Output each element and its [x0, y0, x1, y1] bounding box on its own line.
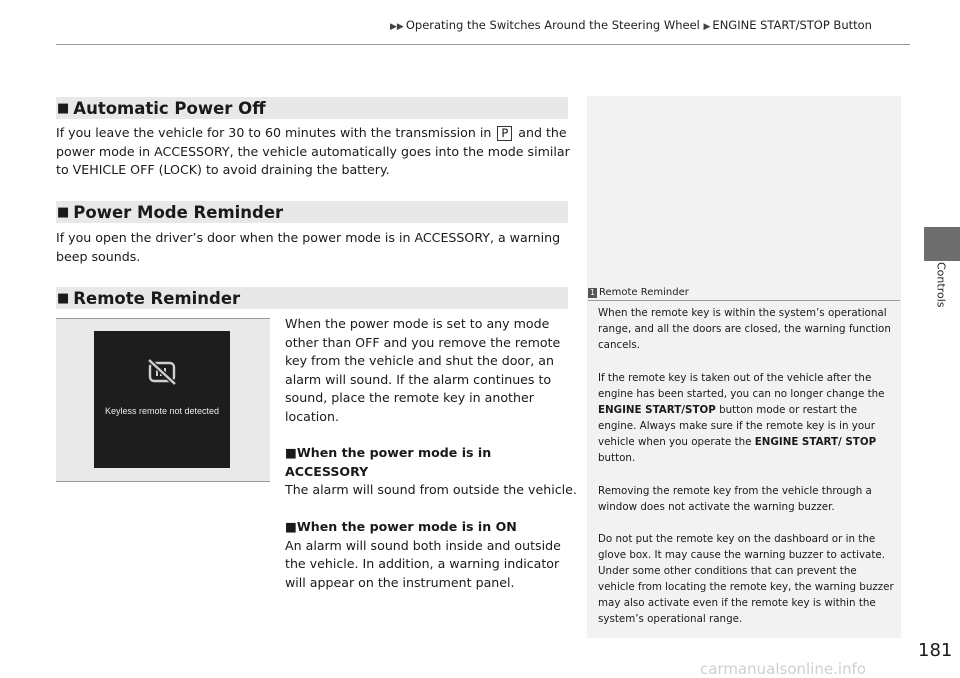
- subsection-on: [285, 518, 577, 592]
- paragraph-text: If you leave the vehicle for 30 to 60 minutes with the transmission in: [56, 125, 492, 140]
- automatic-power-off-text: [56, 124, 572, 180]
- note-text: button.: [598, 452, 636, 464]
- subsection-text: An alarm will sound both inside and outside the vehicle. In addition, a warning indicator will appear on the instrument panel.: [285, 537, 561, 590]
- key-crossed-out-icon: [144, 357, 180, 387]
- note-bold-term: ENGINE START/STOP: [598, 404, 716, 416]
- subsection-heading: [285, 518, 577, 537]
- breadcrumb-section[interactable]: Operating the Switches Around the Steering Wheel: [405, 18, 700, 32]
- chapter-tab-marker: [924, 227, 960, 261]
- note-divider: [588, 300, 900, 301]
- note-text: button mode or restart the engine. Always make sure if the remote key is in your vehicle when you operate the: [598, 404, 875, 448]
- section-title: Automatic Power Off: [73, 98, 266, 118]
- page-number: 181: [918, 640, 953, 661]
- note-heading: [588, 287, 900, 298]
- note-text: If the remote key is taken out of the vehicle after the engine has been started, you can no longer change the: [598, 372, 885, 400]
- breadcrumb: [390, 18, 910, 32]
- note-paragraph: Do not put the remote key on the dashboard or in the glove box. It may cause the warning buzzer to activate. Under some other conditions that can prevent the vehicle from locating the remote key, the warning buzzer may also activate even if the remote key is within the system’s operational range.: [598, 533, 894, 625]
- section-heading-power-mode-reminder: [56, 201, 568, 223]
- square-bullet-icon: ■: [57, 100, 70, 116]
- section-heading-automatic-power-off: [56, 97, 568, 119]
- subsection-title: When the power mode is in ON: [296, 519, 517, 534]
- paragraph-text: and the power mode in ACCESSORY, the vehicle automatically goes into the mode similar to VEHICLE OFF (LOCK) to avoid draining the battery.: [56, 125, 570, 177]
- square-bullet-icon: ■: [285, 445, 297, 460]
- note-reference-number: 1: [589, 287, 596, 297]
- square-bullet-icon: ■: [57, 204, 70, 220]
- note-paragraph: Removing the remote key from the vehicle through a window does not activate the warning buzzer.: [598, 485, 872, 513]
- remote-reminder-intro: When the power mode is set to any mode other than OFF and you remove the remote key from the vehicle and shut the door, an alarm will sound. If the alarm continues to sound, place the remote key in another location.: [285, 316, 561, 424]
- section-title: Power Mode Reminder: [73, 202, 284, 222]
- note-paragraph: When the remote key is within the system’s operational range, and all the doors are closed, the warning function cancels.: [598, 307, 891, 351]
- arrow-icon: ▶: [703, 22, 711, 32]
- section-heading-remote-reminder: [56, 287, 568, 309]
- note-bold-term: ENGINE START/ STOP: [754, 436, 877, 448]
- double-arrow-icon: ▶▶: [390, 22, 404, 32]
- display-message: Keyless remote not detected: [104, 406, 220, 416]
- breadcrumb-topic[interactable]: ENGINE START/STOP Button: [712, 18, 872, 32]
- header-divider: [56, 44, 910, 45]
- square-bullet-icon: ■: [57, 290, 70, 306]
- subsection-accessory: [285, 444, 577, 500]
- note-paragraph: [598, 370, 894, 466]
- section-title: Remote Reminder: [73, 288, 241, 308]
- chapter-tab-label[interactable]: Controls: [934, 262, 948, 308]
- instrument-display-illustration: [56, 318, 270, 482]
- subsection-text: The alarm will sound from outside the vehicle.: [285, 482, 577, 497]
- display-screen: [94, 331, 230, 468]
- subsection-heading: [285, 444, 577, 481]
- power-mode-reminder-text: If you open the driver’s door when the power mode is in ACCESSORY, a warning beep sounds.: [56, 230, 561, 264]
- note-title: Remote Reminder: [599, 287, 689, 298]
- subsection-title: When the power mode is in ACCESSORY: [285, 445, 492, 479]
- square-bullet-icon: ■: [285, 519, 297, 534]
- watermark: carmanualsonline.info: [700, 660, 866, 678]
- transmission-p-key: P: [497, 126, 512, 141]
